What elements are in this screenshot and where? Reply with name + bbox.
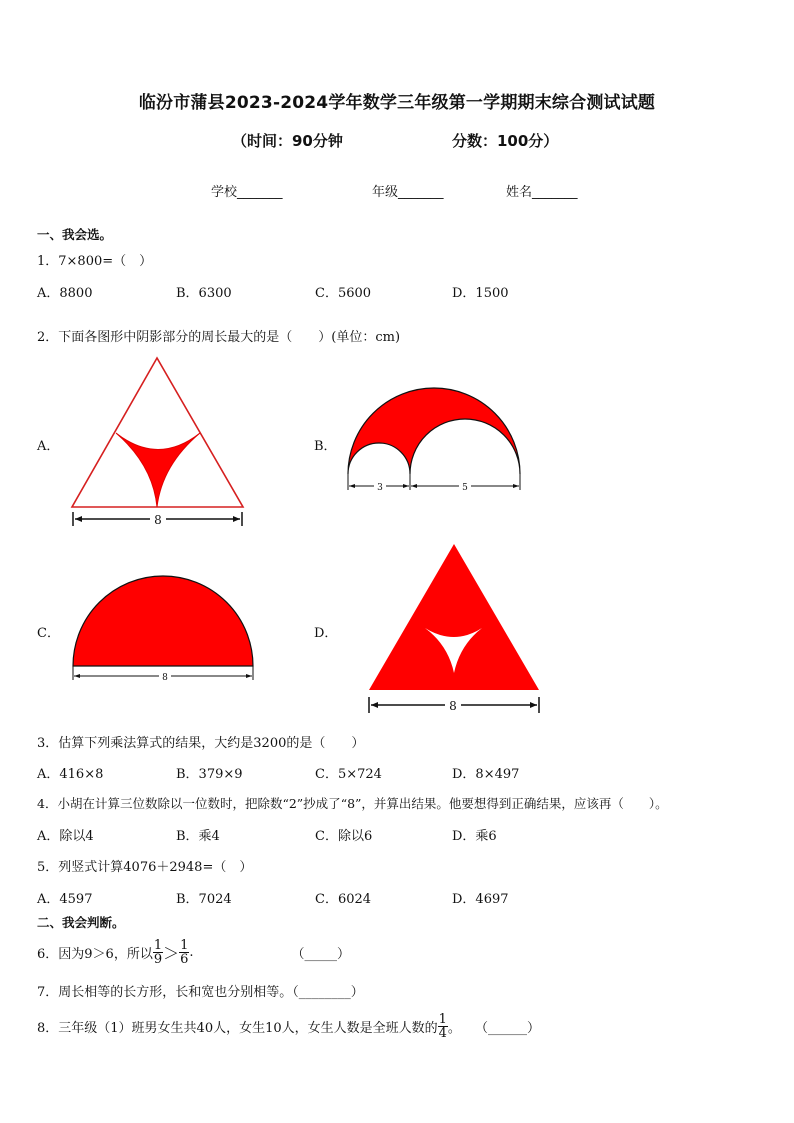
figure-b-dimension-label-2: 5 — [462, 483, 468, 493]
figure-b-dimension-label-1: 3 — [377, 483, 383, 493]
question-6-text: 6．因为9＞6，所以 — [37, 946, 153, 962]
figure-a-dimension-label: 8 — [154, 513, 162, 527]
question-3-stem: 3．估算下列乘法算式的结果，大约是3200的是（ ） — [37, 736, 365, 751]
question-8-answer-blank[interactable]: （______） — [474, 1020, 540, 1036]
question-2-label-a: A． — [37, 439, 60, 454]
figure-a-shaded-region — [116, 433, 200, 507]
question-4-option-a: A．除以4 — [37, 829, 94, 844]
section-heading-choice: 一、我会选。 — [37, 227, 113, 242]
question-5-stem: 5．列竖式计算4076＋2948=（ ） — [37, 860, 253, 875]
name-field: 姓名_______ — [506, 185, 578, 200]
question-8-fraction: $\frac{1}{4}$ — [438, 1011, 447, 1041]
question-8 — [37, 1006, 540, 1046]
question-1-option-a: A．8800 — [37, 286, 93, 301]
question-4-stem: 4．小胡在计算三位数除以一位数时，把除数“2”抄成了“8”，并算出结果。他要想得到正确结果，应该再（ ）。 — [37, 796, 668, 811]
exam-score: 分数：100分） — [452, 132, 559, 150]
question-1-option-d: D．1500 — [452, 286, 509, 301]
question-5-option-b: B．7024 — [176, 892, 232, 907]
question-5-option-c: C．6024 — [315, 892, 372, 907]
question-2-label-c: C． — [37, 626, 60, 641]
question-8-period: 。 — [447, 1020, 461, 1036]
question-1-option-c: C．5600 — [315, 286, 372, 301]
question-3-option-b: B．379×9 — [176, 767, 243, 782]
figure-b-shaded-region — [348, 388, 520, 474]
question-1-option-b: B．6300 — [176, 286, 232, 301]
section-heading-judge: 二、我会判断。 — [37, 915, 125, 930]
question-1-stem: 1．7×800=（ ） — [37, 254, 153, 269]
question-6-period: . — [189, 944, 194, 960]
exam-time: （时间：90分钟 — [232, 132, 343, 150]
figure-d-shaded-region — [369, 544, 539, 690]
question-5-option-d: D．4697 — [452, 892, 509, 907]
question-6 — [37, 932, 350, 972]
question-6-fraction-2: $\frac{1}{6}$ — [180, 937, 189, 967]
page-title: 临汾市蒲县2023-2024学年数学三年级第一学期期末综合测试试题 — [138, 93, 656, 113]
question-5-option-a: A．4597 — [37, 892, 93, 907]
question-6-greater-sign: ＞ — [163, 943, 180, 963]
question-3-option-d: D．8×497 — [452, 767, 520, 782]
question-6-answer-blank[interactable]: （_____） — [291, 946, 351, 962]
question-8-text: 8．三年级（1）班男女生共40人，女生10人，女生人数是全班人数的 — [37, 1020, 438, 1036]
figure-c-shaded-region — [73, 576, 253, 666]
school-field: 学校_______ — [211, 185, 283, 200]
question-4-option-b: B．乘4 — [176, 829, 220, 844]
figure-c-dimension-label: 8 — [162, 673, 168, 683]
question-4-option-c: C．除以6 — [315, 829, 373, 844]
question-6-fraction-1: $\frac{1}{9}$ — [153, 937, 163, 967]
figure-d-dimension-label: 8 — [449, 699, 457, 713]
question-7-stem: 7．周长相等的长方形，长和宽也分别相等。（________） — [37, 985, 364, 1000]
question-4-option-d: D．乘6 — [452, 829, 497, 844]
grade-field: 年级_______ — [372, 185, 444, 200]
question-2-label-d: D． — [314, 626, 338, 641]
question-3-option-a: A．416×8 — [37, 767, 104, 782]
question-3-option-c: C．5×724 — [315, 767, 382, 782]
question-2-label-b: B． — [314, 439, 337, 454]
question-2-stem: 2．下面各图形中阴影部分的周长最大的是（ ）(单位：cm) — [37, 330, 401, 345]
